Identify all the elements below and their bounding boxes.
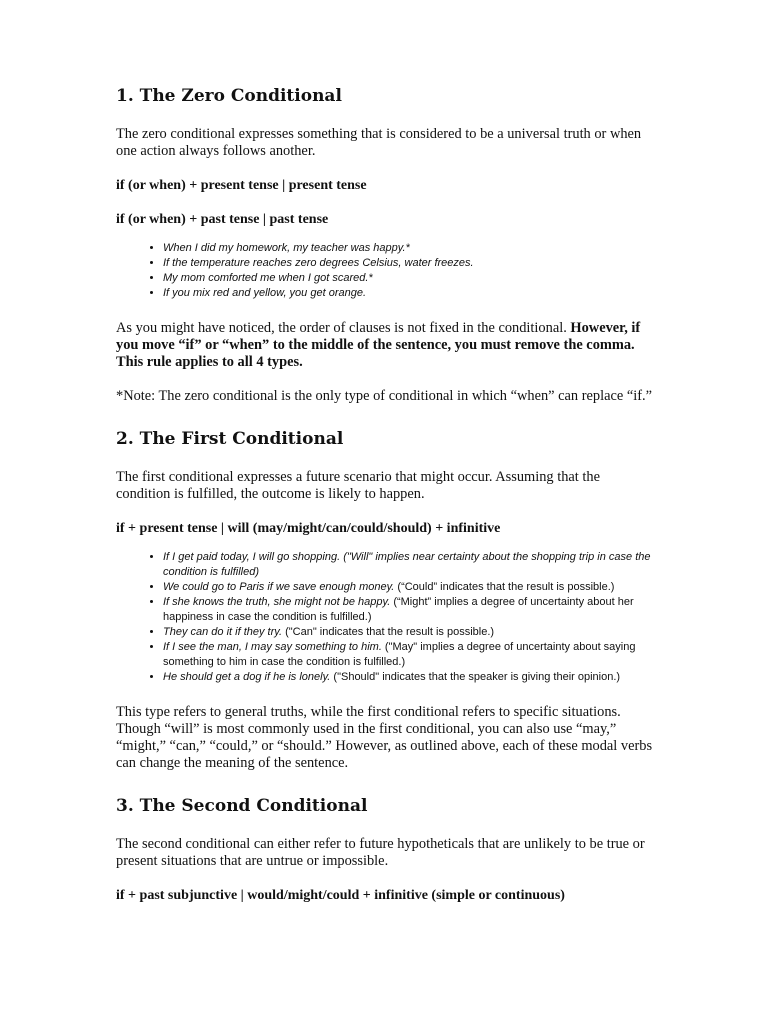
- example-sentence: We could go to Paris if we save enough money.: [163, 581, 395, 593]
- example-sentence: If I see the man, I may say something to him.: [163, 641, 382, 653]
- section-2-formula: if + present tense | will (may/might/can/could/should) + infinitive: [116, 521, 501, 536]
- example-explanation: (“Might” implies a degree of uncertainty about her happiness in case the condition is fulfilled.): [163, 596, 634, 623]
- example-sentence: If I get paid today, I will go shopping.: [163, 551, 341, 563]
- section-3-formula: if + past subjunctive | would/might/could + infinitive (simple or continuous): [116, 888, 565, 903]
- list-item: [163, 580, 656, 595]
- example-sentence: He should get a dog if he is lonely.: [163, 671, 331, 683]
- section-1-formula-2: if (or when) + past tense | past tense: [116, 212, 329, 227]
- section-2-title: 2. The First Conditional: [116, 429, 344, 449]
- example-explanation: ("Should" indicates that the speaker is giving their opinion.): [330, 671, 621, 683]
- example-explanation: (“Could” indicates that the result is possible.): [394, 581, 615, 593]
- section-1-formula-1: if (or when) + present tense | present tense: [116, 178, 367, 193]
- clause-order-text: As you might have noticed, the order of clauses is not fixed in the conditional.: [116, 320, 567, 336]
- list-item: • My mom comforted me when I got scared.*: [163, 271, 656, 286]
- section-2-closing: This type refers to general truths, while the first conditional refers to specific situations. Though “will” is most commonly used in the first conditional, you can also use “may,” “might,” “can,” “could,” or “should.” However, as outlined above, each of these modal verbs can change the meaning of the sentence.: [116, 704, 653, 771]
- list-item: • When I did my homework, my teacher was happy.*: [163, 241, 656, 256]
- section-3-title: 3. The Second Conditional: [116, 796, 368, 816]
- section-1-intro: The zero conditional expresses something that is considered to be a universal truth or when one action always follows another.: [116, 126, 642, 159]
- section-1-examples: [116, 241, 656, 301]
- example-explanation: ("May" implies a degree of uncertainty about saying something to him in case the condition is fulfilled.): [163, 641, 636, 668]
- clause-order-rule: However, if you move “if” or “when” to the middle of the sentence, you must remove the comma. This rule applies to all 4 types.: [116, 320, 641, 370]
- section-3-intro: The second conditional can either refer to future hypotheticals that are unlikely to be true or present situations that are untrue or impossible.: [116, 836, 645, 869]
- example-sentence: They can do it if they try.: [163, 626, 283, 638]
- list-item: [163, 640, 656, 670]
- example-sentence: If she knows the truth, she might not be happy.: [163, 596, 391, 608]
- clause-order-note: [116, 320, 656, 371]
- list-item: [163, 625, 656, 640]
- section-2-examples: [116, 550, 656, 685]
- list-item: [163, 595, 656, 625]
- list-item: • If the temperature reaches zero degrees Celsius, water freezes.: [163, 256, 656, 271]
- example-explanation: ("Can" indicates that the result is possible.): [282, 626, 495, 638]
- zero-conditional-note: *Note: The zero conditional is the only type of conditional in which “when” can replace “if.”: [116, 388, 652, 404]
- section-1-title: 1. The Zero Conditional: [116, 86, 342, 106]
- list-item: [163, 670, 656, 685]
- document-content: [116, 84, 656, 921]
- list-item: • If you mix red and yellow, you get orange.: [163, 286, 656, 301]
- example-explanation: ("Will" implies near certainty about the shopping trip in case the condition is fulfilled): [163, 551, 651, 578]
- list-item: [163, 550, 656, 580]
- section-2-intro: The first conditional expresses a future scenario that might occur. Assuming that the condition is fulfilled, the outcome is likely to happen.: [116, 469, 600, 502]
